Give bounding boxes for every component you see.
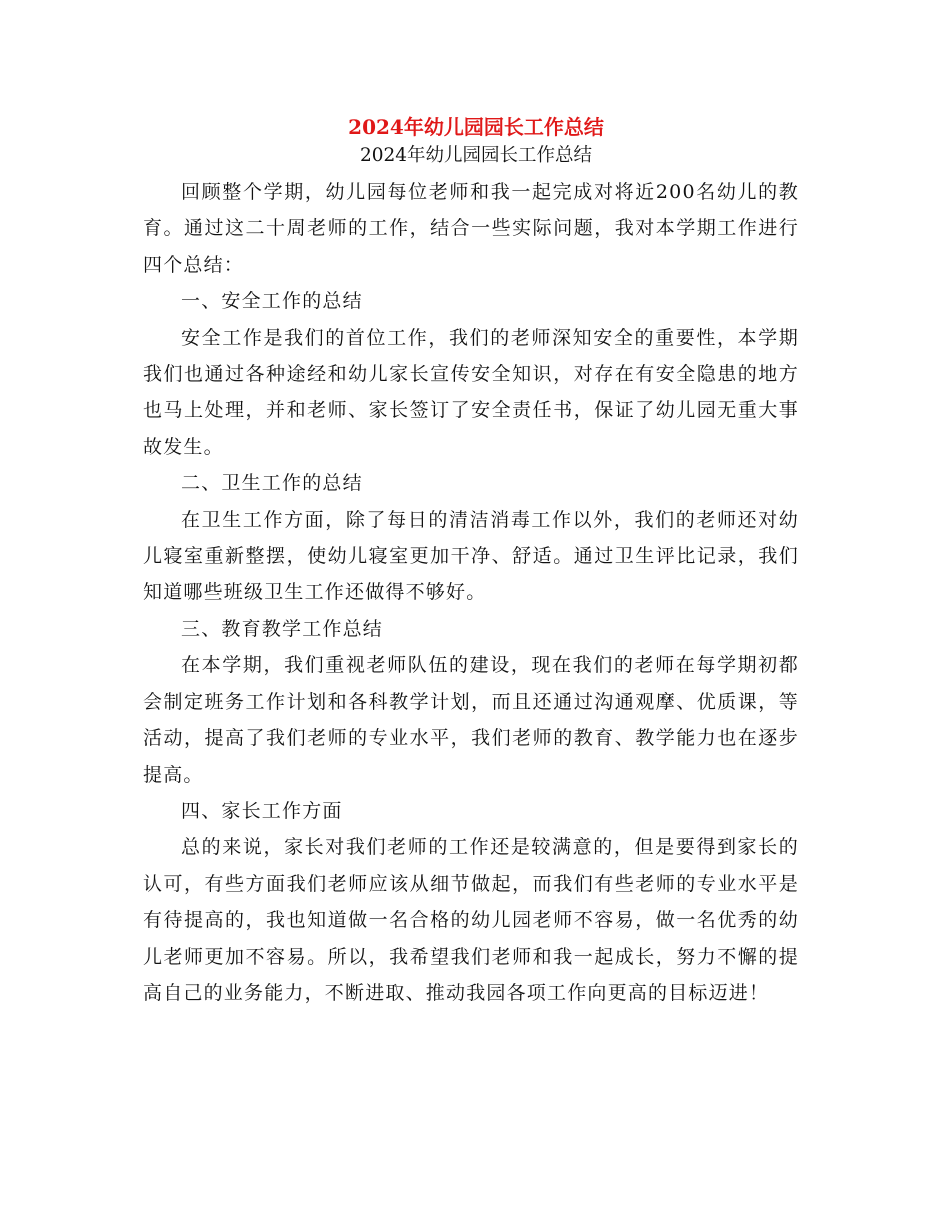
section-body-safety: 安全工作是我们的首位工作，我们的老师深知安全的重要性，本学期我们也通过各种途经和幼儿家长宣传安全知识，对存在有安全隐患的地方也马上处理，并和老师、家长签订了安全责任书，保证了幼儿园无重大事故发生。 (143, 326, 799, 458)
section-heading-safety: 一、安全工作的总结 (181, 290, 363, 313)
document-title: 2024年幼儿园园长工作总结 (348, 115, 604, 139)
section-body-teaching: 在本学期，我们重视老师队伍的建设，现在我们的老师在每学期初都会制定班务工作计划和各科教学计划，而且还通过沟通观摩、优质课，等活动，提高了我们老师的专业水平，我们老师的教育、教学能力也在逐步提高。 (143, 654, 799, 786)
document-page (143, 112, 799, 1011)
section-body-hygiene: 在卫生工作方面，除了每日的清洁消毒工作以外，我们的老师还对幼儿寝室重新整摆，使幼儿寝室更加干净、舒适。通过卫生评比记录，我们知道哪些班级卫生工作还做得不够好。 (143, 508, 799, 604)
section-heading-parents: 四、家长工作方面 (181, 799, 343, 822)
section-heading-teaching: 三、教育教学工作总结 (181, 617, 384, 640)
section-heading-hygiene: 二、卫生工作的总结 (181, 472, 363, 495)
intro-paragraph: 回顾整个学期，幼儿园每位老师和我一起完成对将近200名幼儿的教育。通过这二十周老师的工作，结合一些实际问题，我对本学期工作进行四个总结： (143, 181, 799, 276)
document-subtitle: 2024年幼儿园园长工作总结 (359, 145, 593, 166)
section-body-parents: 总的来说，家长对我们老师的工作还是较满意的，但是要得到家长的认可，有些方面我们老师应该从细节做起，而我们有些老师的专业水平是有待提高的，我也知道做一名合格的幼儿园老师不容易，做一名优秀的幼儿老师更加不容易。所以，我希望我们老师和我一起成长，努力不懈的提高自己的业务能力，不断进取、推动我园各项工作向更高的目标迈进！ (143, 836, 799, 1004)
